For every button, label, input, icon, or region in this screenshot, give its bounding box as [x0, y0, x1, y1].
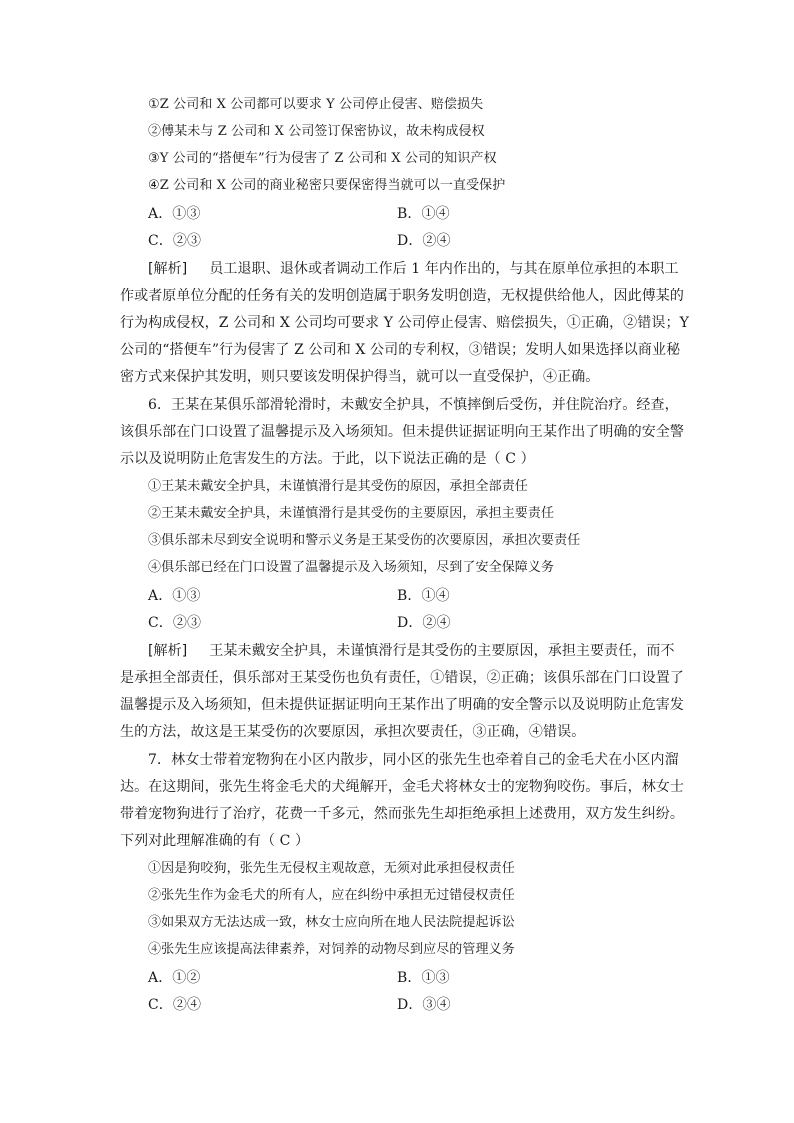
- q5-choice-d: D．②④: [397, 233, 451, 249]
- q6-option-4: ④俱乐部已经在门口设置了温馨提示及入场须知，尽到了安全保障义务: [148, 560, 555, 575]
- q7-choice-d: D．③④: [397, 997, 451, 1013]
- q5-analysis-line-3: 行为构成侵权，Z 公司和 X 公司均可要求 Y 公司停止侵害、赔偿损失，①正确，②错误；Y: [120, 315, 689, 331]
- q5-choice-a: A．①③: [148, 206, 201, 222]
- q5-option-3: ③Y 公司的“搭便车”行为侵害了 Z 公司和 X 公司的知识产权: [148, 151, 497, 166]
- q6-choice-b: B．①④: [397, 588, 450, 604]
- q6-analysis-line-3: 温馨提示及入场须知，但未提供证据证明向王某作出了明确的安全警示以及说明防止危害发: [120, 697, 684, 713]
- q5-option-2: ②傅某未与 Z 公司和 X 公司签订保密协议，故未构成侵权: [148, 124, 485, 139]
- q7-option-4: ④张先生应该提高法律素养，对饲养的动物尽到应尽的管理义务: [148, 942, 515, 957]
- q6-analysis-text-1: 王某未戴安全护具，未谨慎滑行是其受伤的主要原因，承担主要责任，而不: [209, 643, 675, 659]
- q6-option-1: ①王某未戴安全护具，未谨慎滑行是其受伤的原因，承担全部责任: [148, 479, 528, 494]
- q5-analysis-tag: [解析]: [148, 261, 188, 277]
- q7-choice-c: C．②④: [148, 997, 202, 1013]
- q5-analysis-line-5: 密方式来保护其发明，则只要该发明保护得当，就可以一直受保护，④正确。: [120, 369, 600, 385]
- q7-option-3: ③如果双方无法达成一致，林女士应向所在地人民法院提起诉讼: [148, 915, 515, 930]
- q6-analysis-tag: [解析]: [148, 643, 188, 659]
- q6-stem-line-2: 该俱乐部在门口设置了温馨提示及入场须知。但未提供证据证明向王某作出了明确的安全警: [120, 424, 684, 440]
- q6-choice-d: D．②④: [397, 615, 451, 631]
- q5-choice-c: C．②③: [148, 233, 202, 249]
- q7-stem-line-4: 下列对此理解准确的有（ C ）: [120, 833, 310, 849]
- q6-choice-a: A．①③: [148, 588, 201, 604]
- q7-option-1: ①因是狗咬狗，张先生无侵权主观故意，无须对此承担侵权责任: [148, 861, 515, 876]
- q7-stem-line-1: 7．林女士带着宠物狗在小区内散步，同小区的张先生也牵着自己的金毛犬在小区内溜: [148, 752, 679, 768]
- q6-analysis-line-2: 是承担全部责任，俱乐部对王某受伤也负有责任，①错误，②正确；该俱乐部在门口设置了: [120, 670, 684, 686]
- q6-option-3: ③俱乐部未尽到安全说明和警示义务是王某受伤的次要原因，承担次要责任: [148, 533, 581, 548]
- q6-analysis-line-1: [148, 641, 675, 661]
- q5-analysis-text-1: 员工退职、退休或者调动工作后 1 年内作出的，与其在原单位承担的本职工: [209, 261, 679, 277]
- q7-choice-b: B．①③: [397, 970, 450, 986]
- q7-stem-line-2: 达。在这期间，张先生将金毛犬的犬绳解开，金毛犬将林女士的宠物狗咬伤。事后，林女士: [120, 779, 684, 795]
- q6-stem-line-3: 示以及说明防止危害发生的方法。于此，以下说法正确的是（ C ）: [120, 451, 535, 467]
- q7-option-2: ②张先生作为金毛犬的所有人，应在纠纷中承担无过错侵权责任: [148, 888, 515, 903]
- q5-analysis-line-2: 作或者原单位分配的任务有关的发明创造属于职务发明创造，无权提供给他人，因此傅某的: [120, 288, 684, 304]
- q5-analysis-line-4: 公司的“搭便车”行为侵害了 Z 公司和 X 公司的专利权，③错误；发明人如果选择以商业秘: [120, 342, 681, 358]
- q5-choice-b: B．①④: [397, 206, 450, 222]
- q6-choice-c: C．②③: [148, 615, 202, 631]
- q7-choice-a: A．①②: [148, 970, 201, 986]
- q6-option-2: ②王某未戴安全护具，未谨慎滑行是其受伤的主要原因，承担主要责任: [148, 506, 555, 521]
- q5-option-4: ④Z 公司和 X 公司的商业秘密只要保密得当就可以一直受保护: [148, 178, 506, 193]
- q6-analysis-line-4: 生的方法，故这是王某受伤的次要原因，承担次要责任，③正确，④错误。: [120, 724, 586, 740]
- q7-stem-line-3: 带着宠物狗进行了治疗，花费一千多元，然而张先生却拒绝承担上述费用，双方发生纠纷。: [120, 806, 684, 822]
- q5-option-1: ①Z 公司和 X 公司都可以要求 Y 公司停止侵害、赔偿损失: [148, 97, 484, 112]
- q6-stem-line-1: 6．王某在某俱乐部滑轮滑时，未戴安全护具，不慎摔倒后受伤，并住院治疗。经查，: [148, 397, 679, 413]
- q5-analysis-line-1: [148, 259, 679, 279]
